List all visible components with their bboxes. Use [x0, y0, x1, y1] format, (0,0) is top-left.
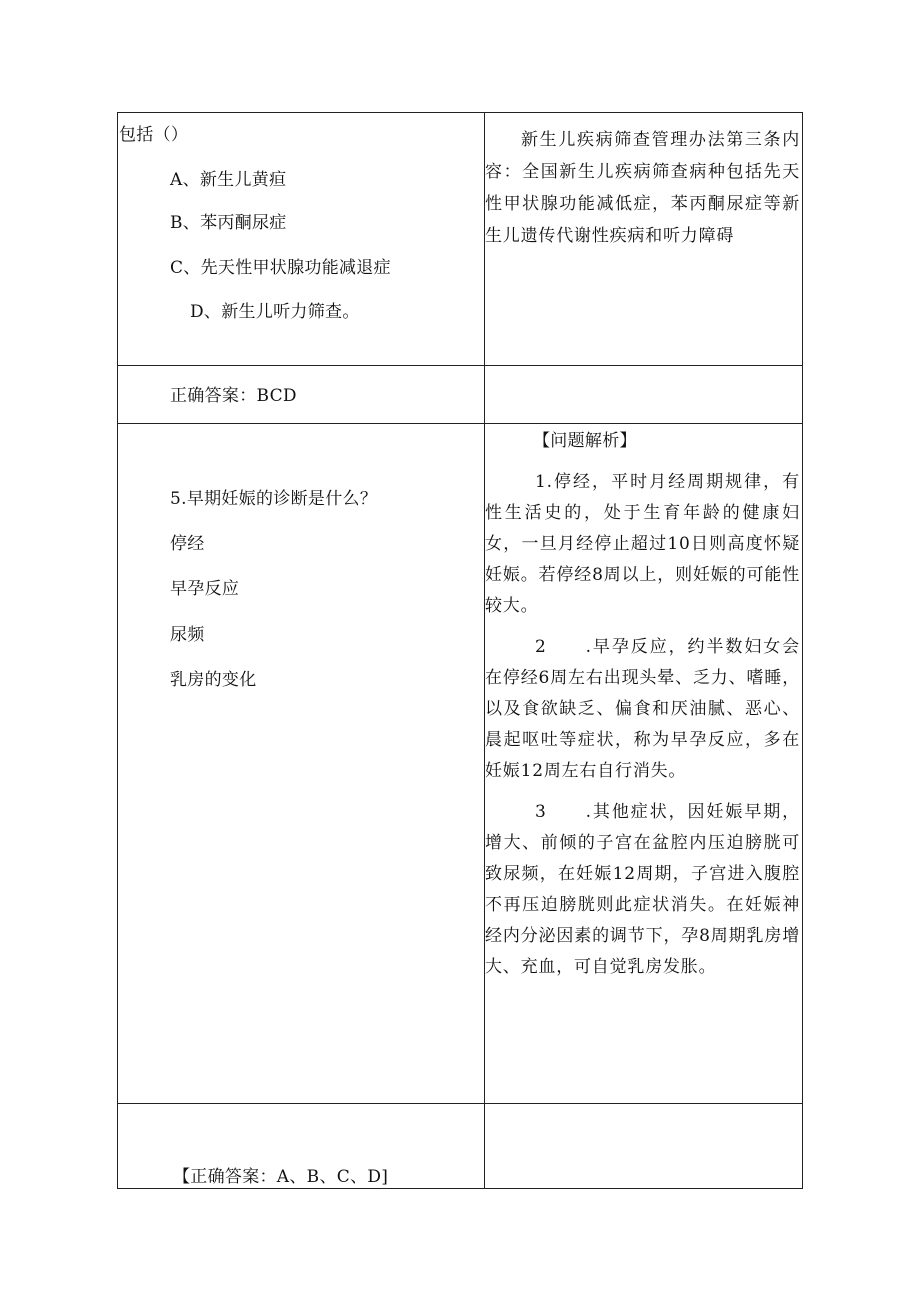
q5-analysis-paragraph-2: 2 .早孕反应，约半数妇女会在停经6周左右出现头晕、乏力、嗜睡，以及食欲缺乏、偏食和厌油腻、恶心、晨起呕吐等症状，称为早孕反应，多在妊娠12周左右自行消失。 — [485, 637, 800, 781]
q5-item-4: 乳房的变化 — [170, 670, 257, 690]
row-divider — [118, 365, 802, 366]
q4-explanation: 新生儿疾病筛查管理办法第三条内容：全国新生儿疾病筛查病种包括先天性甲状腺功能减低症，苯丙酮尿症等新生儿遗传代谢性疾病和听力障碍 — [485, 130, 800, 246]
q5-question: 5.早期妊娠的诊断是什么？ — [170, 489, 378, 509]
q5-analysis-title: 【问题解析】 — [533, 431, 637, 451]
q5-item-2: 早孕反应 — [170, 579, 240, 599]
q4-stem: 包括（） — [119, 125, 189, 145]
q5-answer: 【正确答案：A、B、C、D] — [173, 1167, 389, 1187]
row-divider — [118, 423, 802, 424]
q5-analysis-paragraph-1: 1.停经，平时月经周期规律，有性生活史的，处于生育年龄的健康妇女，一旦月经停止超过10日则高度怀疑妊娠。若停经8周以上，则妊娠的可能性较大。 — [485, 472, 800, 616]
q4-answer: 正确答案：BCD — [170, 386, 297, 406]
q5-item-3: 尿频 — [170, 625, 205, 645]
row-divider — [118, 1103, 802, 1104]
q4-option-d: D、新生儿听力筛查。 — [190, 302, 360, 322]
q4-option-b: B、苯丙酮尿症 — [170, 213, 287, 233]
q5-item-1: 停经 — [170, 534, 205, 554]
q4-option-a: A、新生儿黄疸 — [170, 170, 287, 190]
q5-analysis-paragraph-3: 3 .其他症状，因妊娠早期，增大、前倾的子宫在盆腔内压迫膀胱可致尿频，在妊娠12周期，子宫进入腹腔不再压迫膀胱则此症状消失。在妊娠神经内分泌因素的调节下，孕8周期乳房增大、充血，可自觉乳房发胀。 — [485, 802, 800, 977]
q4-option-c: C、先天性甲状腺功能减退症 — [170, 258, 391, 278]
